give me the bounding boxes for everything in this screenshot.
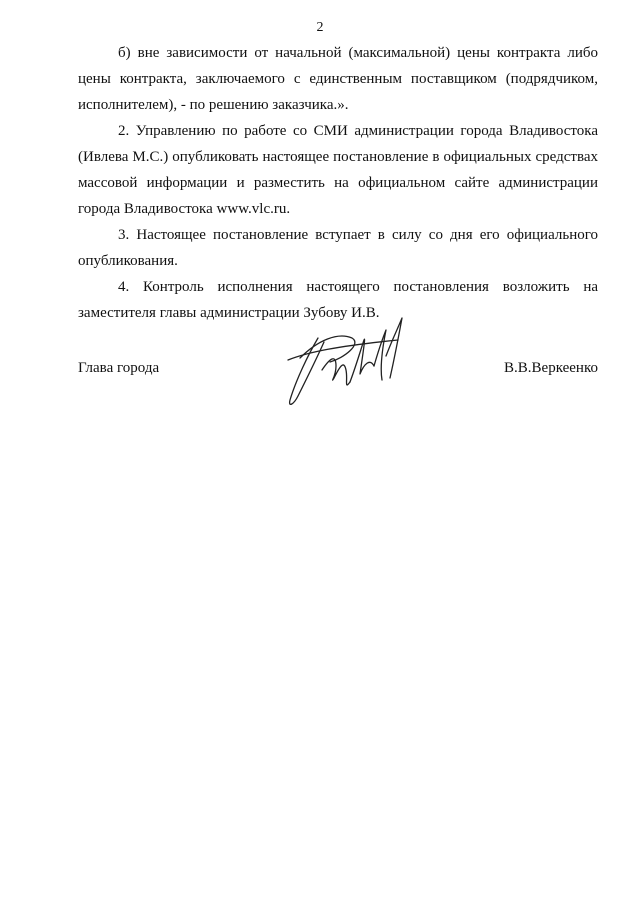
document-body (78, 40, 598, 326)
paragraph-4: 4. Контроль исполнения настоящего постановления возложить на заместителя главы администрации Зубову И.В. (78, 279, 598, 321)
signatory-name: В.В.Веркеенко (504, 360, 598, 376)
signatory-title: Глава города (78, 360, 160, 376)
handwritten-signature (278, 300, 418, 420)
paragraph-3: 3. Настоящее постановление вступает в силу со дня его официального опубликования. (78, 227, 598, 269)
paragraph-2: 2. Управлению по работе со СМИ администрации города Владивостока (Ивлева М.С.) опубликовать настоящее постановление в официальных средствах массовой информации и разместить на официальном сайте администрации города Владивостока www.vlc.ru. (78, 123, 598, 217)
page-number: 2 (316, 20, 324, 35)
paragraph-1b: б) вне зависимости от начальной (максимальной) цены контракта либо цены контракта, заключаемого с единственным поставщиком (подрядчиком, исполнителем), - по решению заказчика.». (78, 45, 598, 113)
